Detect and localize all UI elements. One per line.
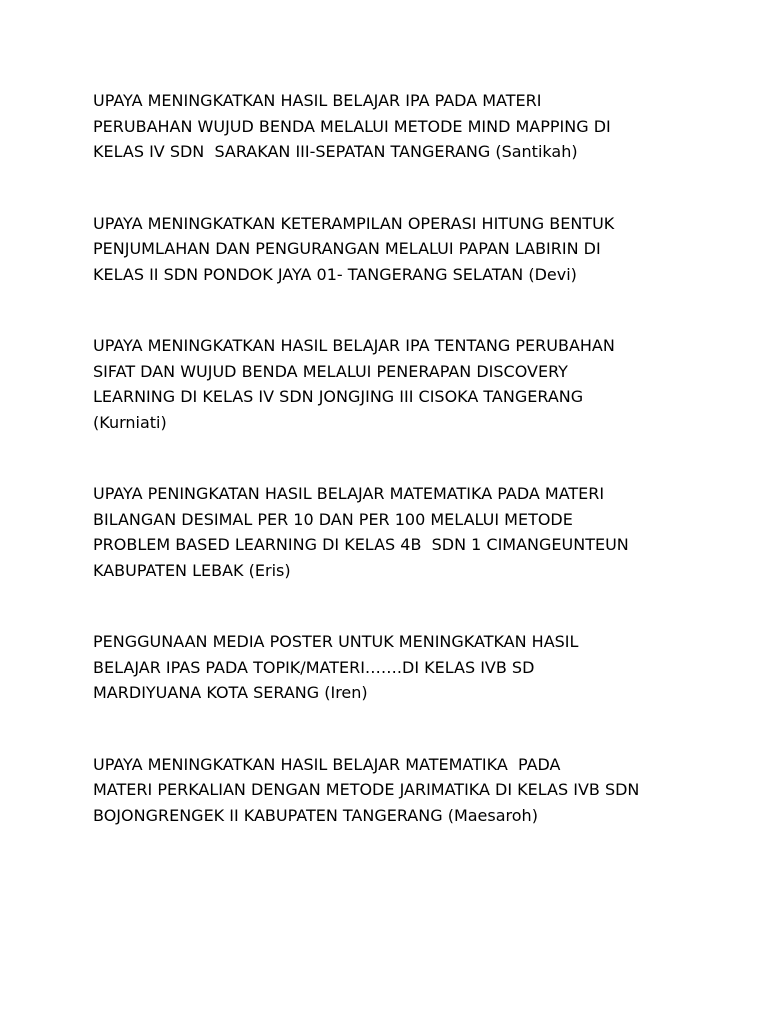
entry-line: PROBLEM BASED LEARNING DI KELAS 4B SDN 1 CIMANGEUNTEUN — [93, 535, 629, 554]
entry-line: UPAYA MENINGKATKAN KETERAMPILAN OPERASI HITUNG BENTUK — [93, 213, 615, 233]
title-entry-1 — [93, 88, 693, 165]
entry-line: UPAYA MENINGKATKAN HASIL BELAJAR MATEMATIKA PADA — [93, 754, 561, 774]
entry-line: UPAYA PENINGKATAN HASIL BELAJAR MATEMATIKA PADA MATERI — [93, 484, 605, 503]
entry-line: UPAYA MENINGKATKAN HASIL BELAJAR IPA PADA MATERI — [93, 91, 542, 110]
entry-line: KABUPATEN LEBAK (Eris) — [93, 560, 291, 580]
title-entry-4 — [93, 481, 693, 583]
entry-line: BILANGAN DESIMAL PER 10 DAN PER 100 MELALUI METODE — [93, 509, 573, 529]
entry-line: KELAS IV SDN SARAKAN III-SEPATAN TANGERANG (Santikah) — [93, 142, 578, 161]
entry-line: BOJONGRENGEK II KABUPATEN TANGERANG (Maesaroh) — [93, 805, 538, 825]
title-entry-5 — [93, 629, 693, 706]
entry-line: UPAYA MENINGKATKAN HASIL BELAJAR IPA TENTANG PERUBAHAN — [93, 336, 615, 355]
entry-line: (Kurniati) — [93, 412, 167, 432]
entry-line: LEARNING DI KELAS IV SDN JONGJING III CISOKA TANGERANG — [93, 387, 584, 406]
entry-line: SIFAT DAN WUJUD BENDA MELALUI PENERAPAN DISCOVERY — [93, 361, 568, 381]
title-list — [93, 88, 693, 874]
entry-line: BELAJAR IPAS PADA TOPIK/MATERI…….DI KELAS IVB SD — [93, 657, 535, 677]
entry-line: PENGGUNAAN MEDIA POSTER UNTUK MENINGKATKAN HASIL — [93, 632, 579, 651]
entry-line: KELAS II SDN PONDOK JAYA 01- TANGERANG SELATAN (Devi) — [93, 264, 577, 284]
entry-line: PERUBAHAN WUJUD BENDA MELALUI METODE MIND MAPPING DI — [93, 116, 611, 136]
entry-line: MATERI PERKALIAN DENGAN METODE JARIMATIKA DI KELAS IVB SDN — [93, 780, 640, 799]
title-entry-2 — [93, 211, 693, 288]
title-entry-3 — [93, 333, 693, 435]
title-entry-6 — [93, 752, 693, 829]
entry-line: PENJUMLAHAN DAN PENGURANGAN MELALUI PAPAN LABIRIN DI — [93, 239, 601, 258]
entry-line: MARDIYUANA KOTA SERANG (Iren) — [93, 683, 368, 702]
